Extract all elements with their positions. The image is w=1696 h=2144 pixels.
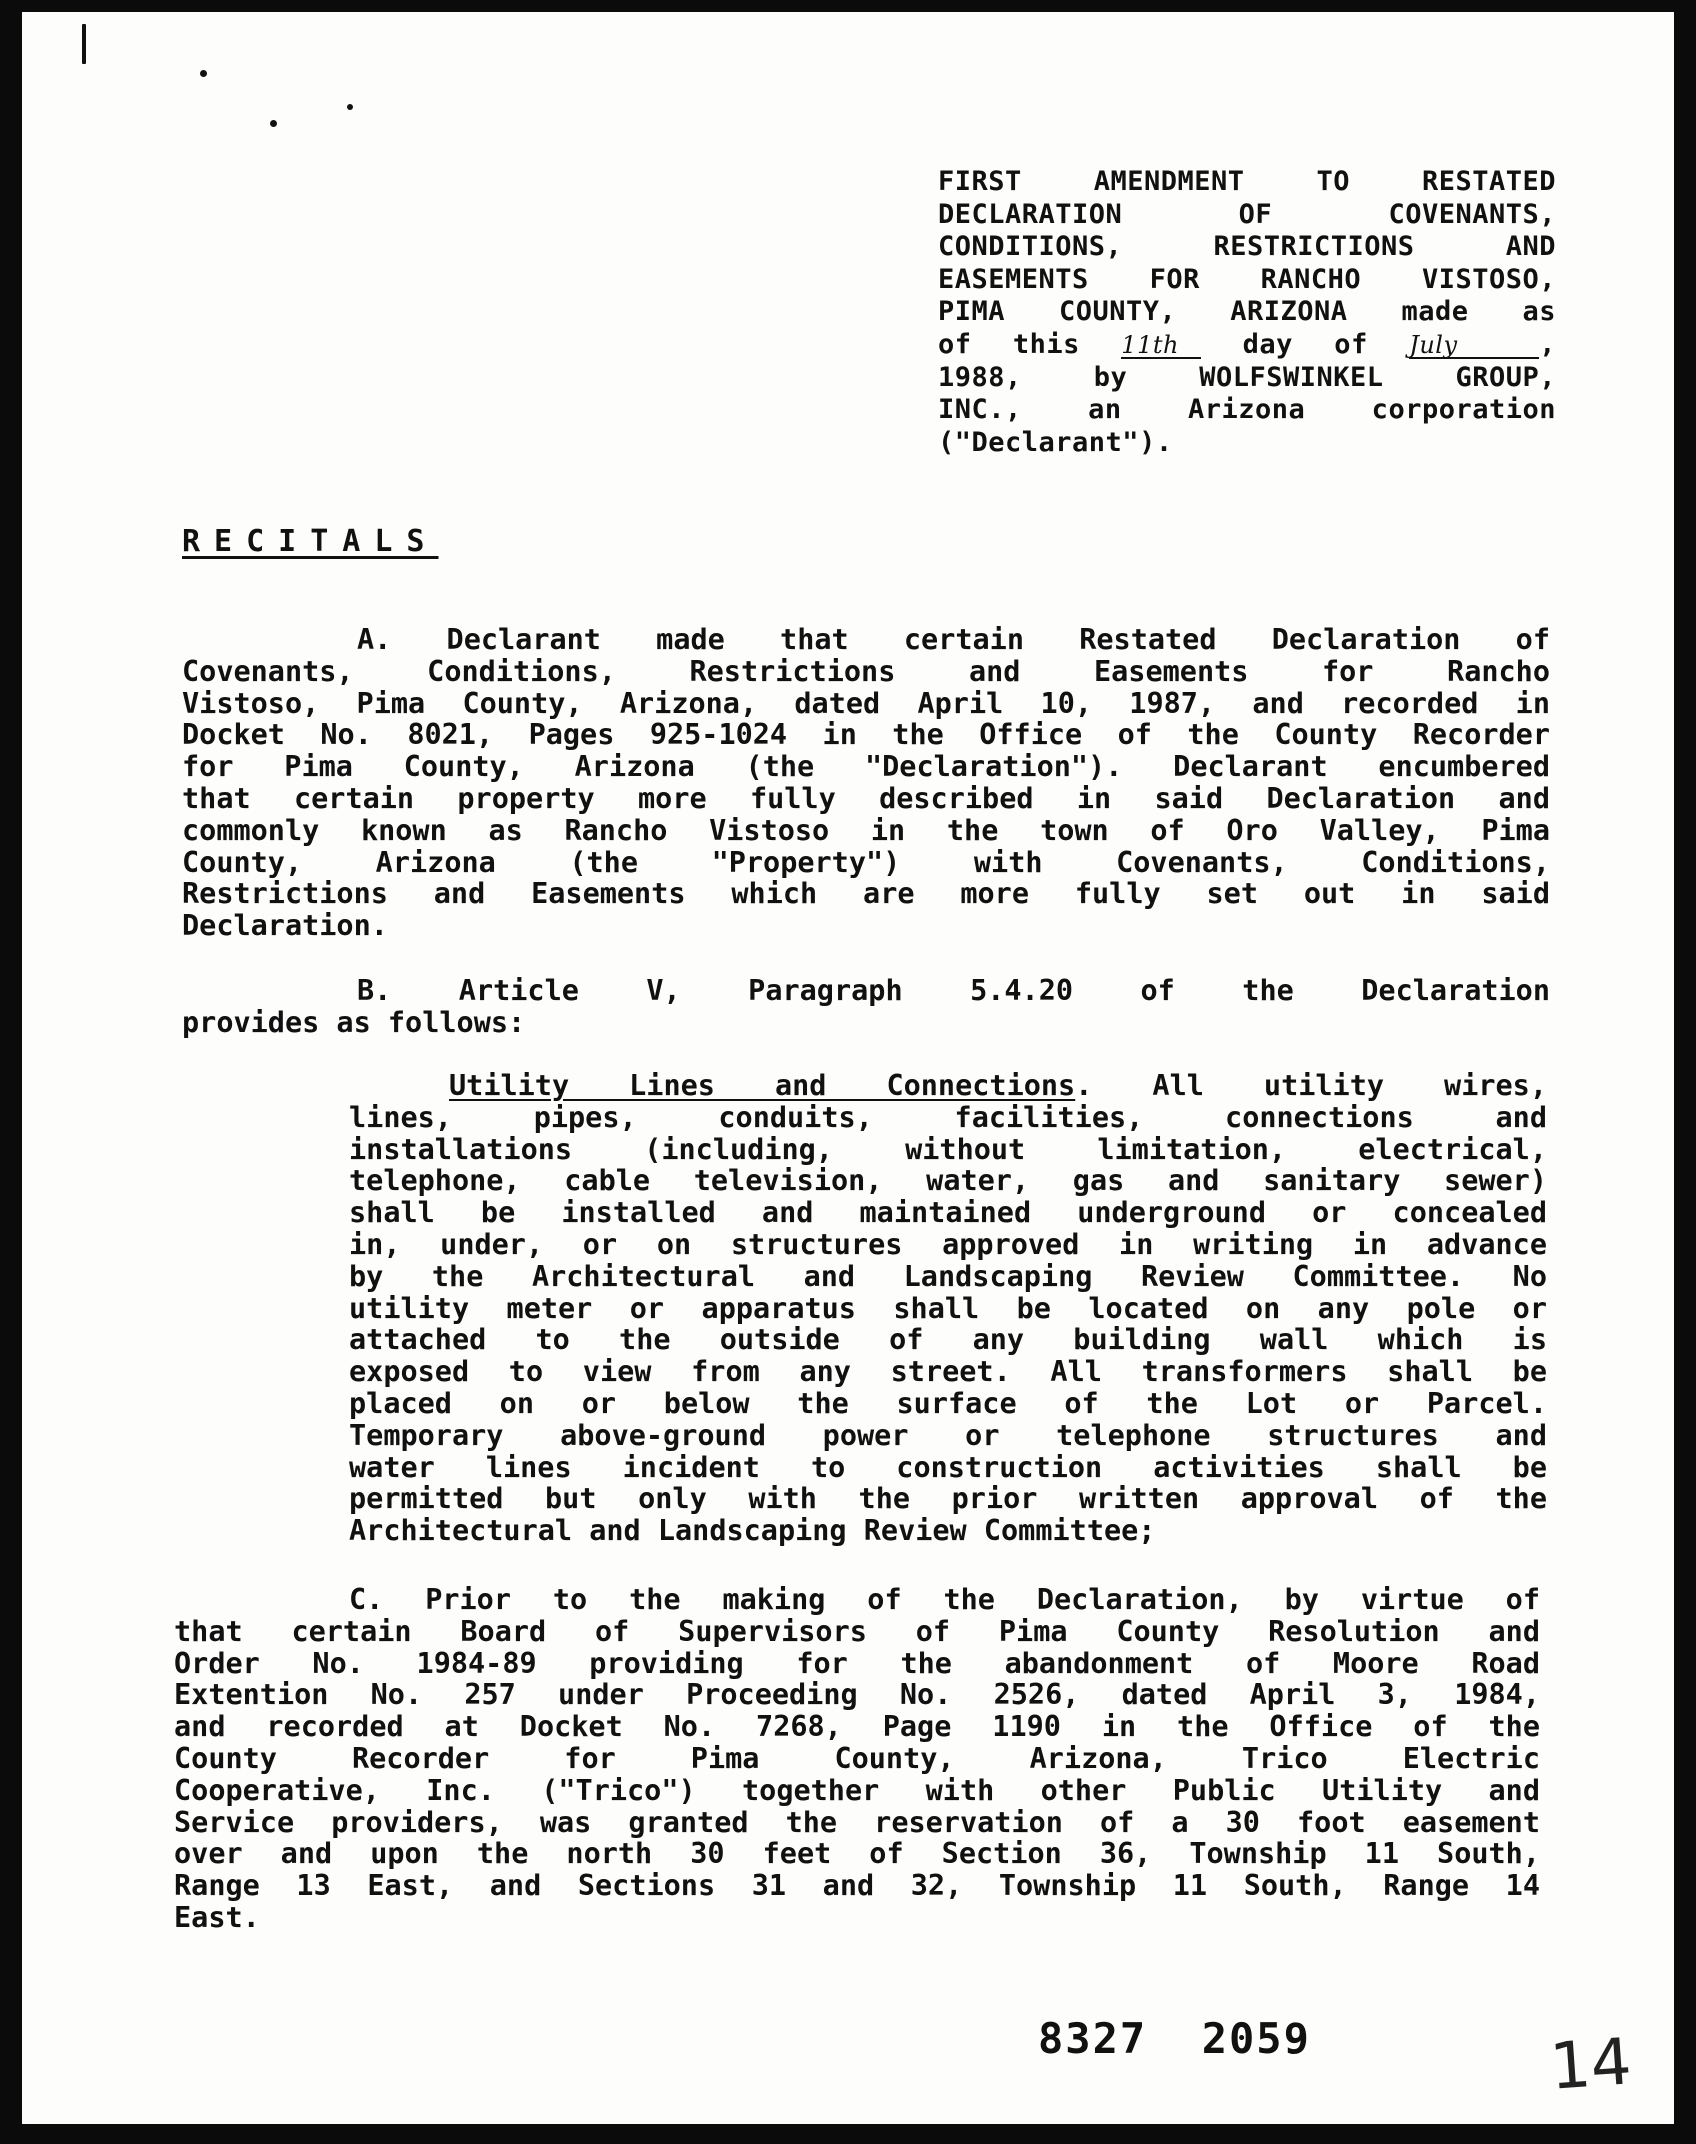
paragraph-line: East.	[174, 1900, 260, 1934]
quote-line: exposed to view from any street. All transformers shall be	[349, 1355, 1547, 1389]
paragraph-line: A. Declarant made that certain Restated Declaration of	[357, 623, 1550, 656]
quote-line: by the Architectural and Landscaping Review Committee. No	[349, 1259, 1547, 1293]
title-line: DECLARATION OF COVENANTS,	[938, 198, 1556, 230]
title-line: 1988, by WOLFSWINKEL GROUP,	[938, 361, 1556, 393]
date-middle: day of	[1242, 328, 1368, 360]
handwritten-day: 11th	[1121, 333, 1201, 359]
paragraph-line: for Pima County, Arizona (the "Declaration"). Declarant encumbered	[182, 750, 1550, 784]
paragraph-line: C. Prior to the making of the Declaration, by virtue of	[349, 1583, 1540, 1616]
quoted-provision	[349, 1070, 1547, 1547]
paragraph-line: over and upon the north 30 feet of Section 36, Township 11 South,	[174, 1837, 1540, 1871]
quote-first-line-text: . All utility wires,	[1075, 1069, 1547, 1102]
document-title	[938, 166, 1556, 459]
quote-heading: Utility Lines and Connections	[449, 1069, 1076, 1102]
quote-line: lines, pipes, conduits, facilities, connections and	[349, 1100, 1547, 1134]
title-line: PIMA COUNTY, ARIZONA made as	[938, 296, 1556, 328]
paragraph-line: Cooperative, Inc. ("Trico") together with other Public Utility and	[174, 1773, 1540, 1807]
paragraph-line: commonly known as Rancho Vistoso in the town of Oro Valley, Pima	[182, 813, 1550, 847]
date-suffix: ,	[1539, 328, 1556, 360]
recital-paragraph-c	[174, 1584, 1540, 1934]
quote-line: shall be installed and maintained underground or concealed	[349, 1196, 1547, 1230]
paragraph-line: B. Article V, Paragraph 5.4.20 of the Declaration	[357, 974, 1550, 1007]
paragraph-line: Vistoso, Pima County, Arizona, dated April 10, 1987, and recorded in	[182, 686, 1550, 720]
paragraph-line: Range 13 East, and Sections 31 and 32, Township 11 South, Range 14	[174, 1869, 1540, 1903]
paragraph-line: and recorded at Docket No. 7268, Page 1190 in the Office of the	[174, 1710, 1540, 1744]
title-line: INC., an Arizona corporation	[938, 394, 1556, 426]
paper-sheet	[22, 12, 1674, 2124]
paragraph-line: Declaration.	[182, 909, 388, 943]
scan-mark	[82, 24, 86, 64]
scan-speck	[200, 70, 207, 77]
quote-line: in, under, or on structures approved in writing in advance	[349, 1227, 1547, 1261]
paragraph-line: Order No. 1984-89 providing for the abandonment of Moore Road	[174, 1646, 1540, 1680]
paragraph-line: that certain property more fully described in said Declaration and	[182, 781, 1550, 815]
paragraph-line: Extention No. 257 under Proceeding No. 2526, dated April 3, 1984,	[174, 1678, 1540, 1712]
quote-first-line	[349, 1070, 1547, 1102]
title-date-line	[938, 329, 1556, 362]
scan-speck	[347, 104, 353, 110]
recital-paragraph-a	[182, 624, 1550, 942]
paragraph-line: Docket No. 8021, Pages 925-1024 in the Office of the County Recorder	[182, 718, 1550, 752]
handwritten-page-number: 14	[1547, 2025, 1634, 2105]
recital-paragraph-b	[182, 975, 1550, 1039]
quote-line: Architectural and Landscaping Review Committee;	[349, 1514, 1156, 1548]
scan-speck	[270, 120, 277, 127]
paragraph-line: Service providers, was granted the reservation of a 30 foot easement	[174, 1805, 1540, 1839]
quote-line: permitted but only with the prior written approval of the	[349, 1482, 1547, 1516]
quote-line: placed on or below the surface of the Lot or Parcel.	[349, 1386, 1547, 1420]
paragraph-line: Covenants, Conditions, Restrictions and Easements for Rancho	[182, 654, 1550, 688]
handwritten-month: July	[1409, 333, 1539, 359]
paragraph-line: County, Arizona (the "Property") with Covenants, Conditions,	[182, 845, 1550, 879]
quote-line: telephone, cable television, water, gas and sanitary sewer)	[349, 1164, 1547, 1198]
quote-line: utility meter or apparatus shall be located on any pole or	[349, 1291, 1547, 1325]
date-prefix: of this	[938, 328, 1080, 360]
title-line: FIRST AMENDMENT TO RESTATED	[938, 166, 1556, 197]
quote-line: water lines incident to construction activities shall be	[349, 1450, 1547, 1484]
quote-line: attached to the outside of any building wall which is	[349, 1323, 1547, 1357]
quote-line: installations (including, without limitation, electrical,	[349, 1132, 1547, 1166]
docket-stamp: 8327 2059	[1038, 2014, 1311, 2063]
paragraph-line: Restrictions and Easements which are more fully set out in said	[182, 877, 1550, 911]
recitals-heading: RECITALS	[182, 524, 439, 559]
paragraph-line: that certain Board of Supervisors of Pima County Resolution and	[174, 1614, 1540, 1648]
title-line: EASEMENTS FOR RANCHO VISTOSO,	[938, 263, 1556, 295]
quote-line: Temporary above-ground power or telephone structures and	[349, 1418, 1547, 1452]
title-line: CONDITIONS, RESTRICTIONS AND	[938, 231, 1556, 263]
title-line: ("Declarant").	[938, 426, 1173, 458]
paragraph-line: County Recorder for Pima County, Arizona, Trico Electric	[174, 1741, 1540, 1775]
paragraph-line: provides as follows:	[182, 1005, 526, 1039]
